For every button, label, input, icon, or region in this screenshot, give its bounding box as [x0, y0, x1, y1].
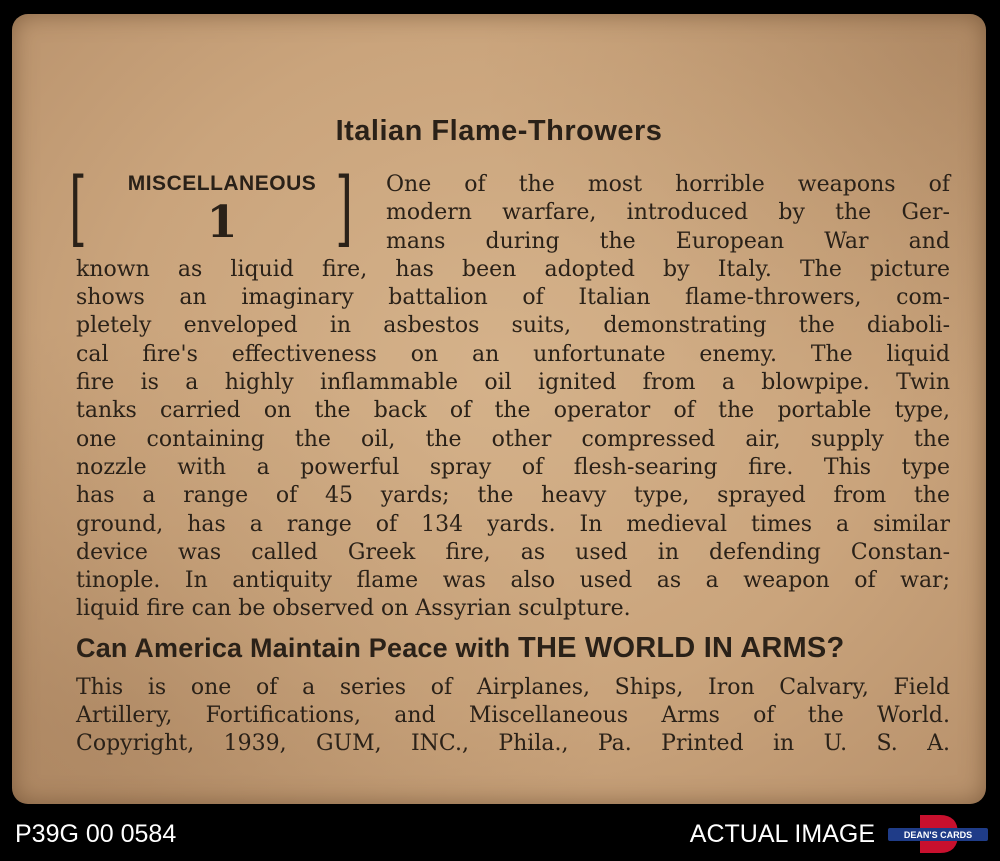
description-line: One of the most horrible weapons of: [386, 172, 950, 197]
series-line: This is one of a series of Airplanes, Ships, Iron Calvary, Field: [76, 675, 950, 700]
right-bracket-icon: ]: [335, 161, 353, 256]
series-info: [76, 674, 950, 758]
description-line: liquid fire can be observed on Assyrian sculpture.: [76, 596, 631, 622]
description-line: device was called Greek fire, as used in defending Constan-: [76, 539, 950, 565]
card-description: [76, 171, 950, 624]
description-line: tanks carried on the back of the operator of the portable type,: [76, 398, 950, 424]
series-line: Artillery, Fortifications, and Miscellaneous Arms of the World.: [76, 703, 950, 728]
description-line: known as liquid fire, has been adopted by Italy. The picture: [76, 256, 950, 282]
description-line: shows an imaginary battalion of Italian flame-throwers, com-: [76, 285, 950, 311]
headline-emphasis: THE WORLD IN ARMS?: [518, 632, 845, 664]
description-line: has a range of 45 yards; the heavy type, sprayed from the: [76, 483, 950, 509]
description-line: pletely enveloped in asbestos suits, demonstrating the diaboli-: [76, 313, 950, 339]
description-line: modern warfare, introduced by the Ger-: [386, 200, 950, 226]
actual-image-label: ACTUAL IMAGE: [689, 820, 875, 848]
description-line: one containing the oil, the other compressed air, supply the: [76, 426, 950, 452]
trading-card-back: [12, 14, 986, 804]
deans-cards-logo: [888, 814, 988, 854]
description-line: cal fire's effectiveness on an unfortunate enemy. The liquid: [76, 341, 950, 367]
description-line: fire is a highly inflammable oil ignited from a blowpipe. Twin: [76, 370, 950, 396]
description-line: mans during the European War and: [386, 228, 950, 254]
catalog-id: P39G 00 0584: [15, 820, 177, 848]
description-line: ground, has a range of 134 yards. In medieval times a similar: [76, 511, 950, 537]
card-number: 1: [206, 197, 238, 248]
card-title: Italian Flame-Throwers: [335, 115, 663, 147]
description-line: tinople. In antiquity flame was also used as a weapon of war;: [76, 568, 950, 594]
logo-text: DEAN'S CARDS: [903, 830, 973, 840]
copyright-line: Copyright, 1939, GUM, INC., Phila., Pa. Printed in U. S. A.: [76, 731, 950, 756]
left-bracket-icon: [: [69, 161, 87, 256]
headline-prefix: Can America Maintain Peace with: [76, 633, 511, 663]
description-line: nozzle with a powerful spray of flesh-searing fire. This type: [76, 454, 950, 480]
card-category: MISCELLANEOUS: [127, 172, 317, 195]
series-headline: [76, 632, 844, 665]
